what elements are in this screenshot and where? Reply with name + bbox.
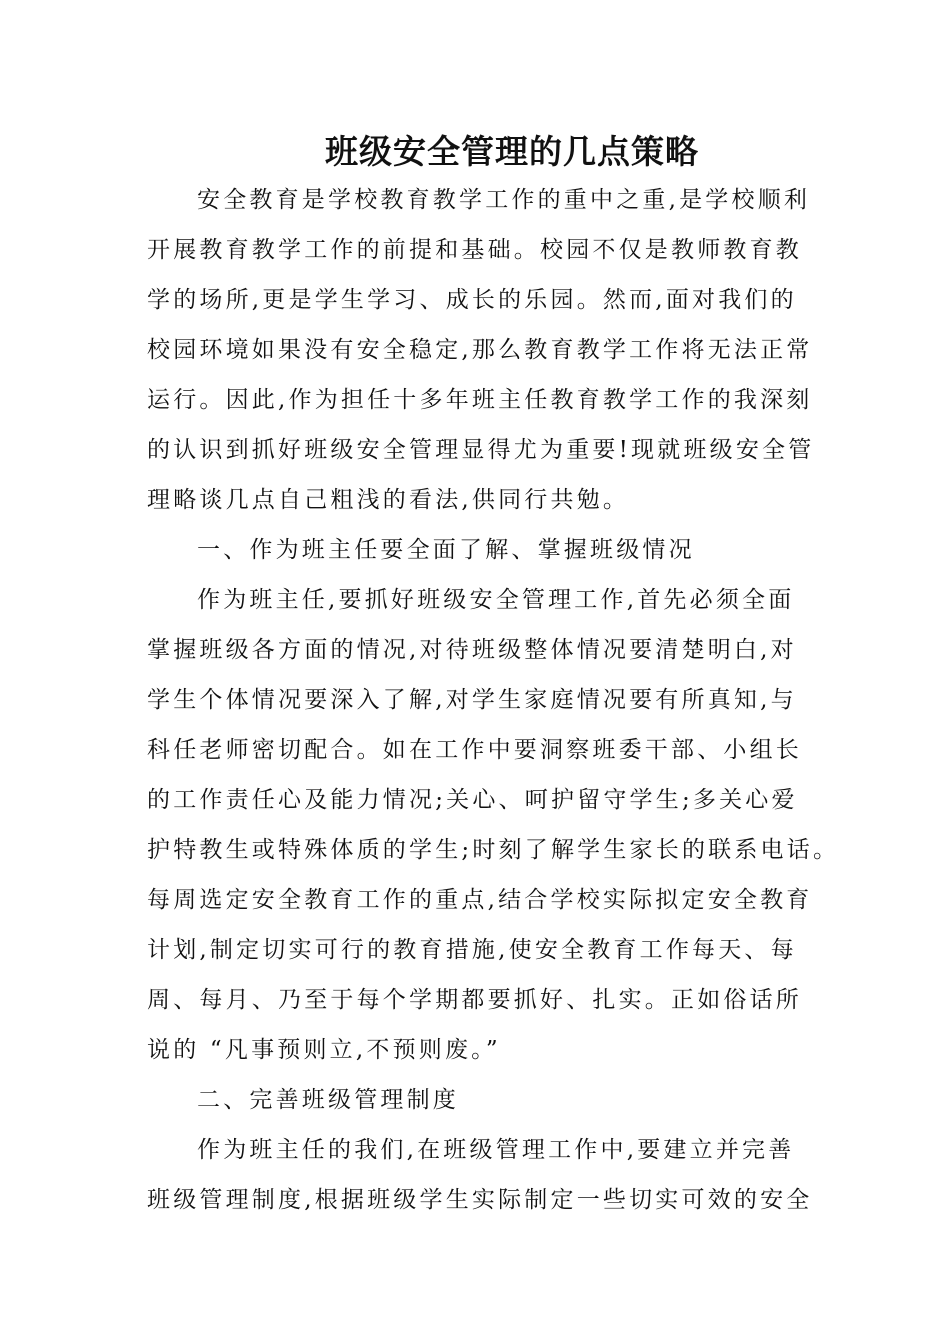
paragraph-line: 计划,制定切实可行的教育措施,使安全教育工作每天、每 — [147, 937, 797, 963]
paragraph-line: 开展教育教学工作的前提和基础。校园不仅是教师教育教 — [147, 237, 802, 263]
paragraph-line: 运行。因此,作为担任十多年班主任教育教学工作的我深刻 — [147, 387, 813, 413]
paragraph-line: 安全教育是学校教育教学工作的重中之重,是学校顺利 — [197, 187, 811, 213]
paragraph-line: 周、每月、乃至于每个学期都要抓好、扎实。正如俗话所 — [147, 987, 802, 1013]
paragraph-line: 理略谈几点自己粗浅的看法,供同行共勉。 — [147, 487, 630, 513]
paragraph-line: 校园环境如果没有安全稳定,那么教育教学工作将无法正常 — [147, 337, 813, 363]
document-title: 班级安全管理的几点策略 — [325, 132, 699, 171]
paragraph-line: 作为班主任,要抓好班级安全管理工作,首先必须全面 — [197, 587, 795, 613]
paragraph-line: 学的场所,更是学生学习、成长的乐园。然而,面对我们的 — [147, 287, 797, 313]
paragraph-line: 作为班主任的我们,在班级管理工作中,要建立并完善 — [197, 1137, 795, 1163]
paragraph-line: 的工作责任心及能力情况;关心、呵护留守学生;多关心爱 — [147, 787, 798, 813]
paragraph-line: 说的 “凡事预则立,不预则废。” — [147, 1037, 501, 1063]
paragraph-line: 科任老师密切配合。如在工作中要洞察班委干部、小组长 — [147, 737, 802, 763]
paragraph-line: 掌握班级各方面的情况,对待班级整体情况要清楚明白,对 — [147, 637, 797, 663]
paragraph-line: 班级管理制度,根据班级学生实际制定一些切实可效的安全 — [147, 1187, 813, 1213]
paragraph-line: 学生个体情况要深入了解,对学生家庭情况要有所真知,与 — [147, 687, 797, 713]
paragraph-line: 每周选定安全教育工作的重点,结合学校实际拟定安全教育 — [147, 887, 813, 913]
paragraph-line: 的认识到抓好班级安全管理显得尤为重要!现就班级安全管 — [147, 437, 815, 463]
paragraph-line: 护特教生或特殊体质的学生;时刻了解学生家长的联系电话。 — [147, 837, 840, 863]
section-heading: 一、作为班主任要全面了解、掌握班级情况 — [197, 537, 695, 563]
section-heading: 二、完善班级管理制度 — [197, 1087, 459, 1113]
